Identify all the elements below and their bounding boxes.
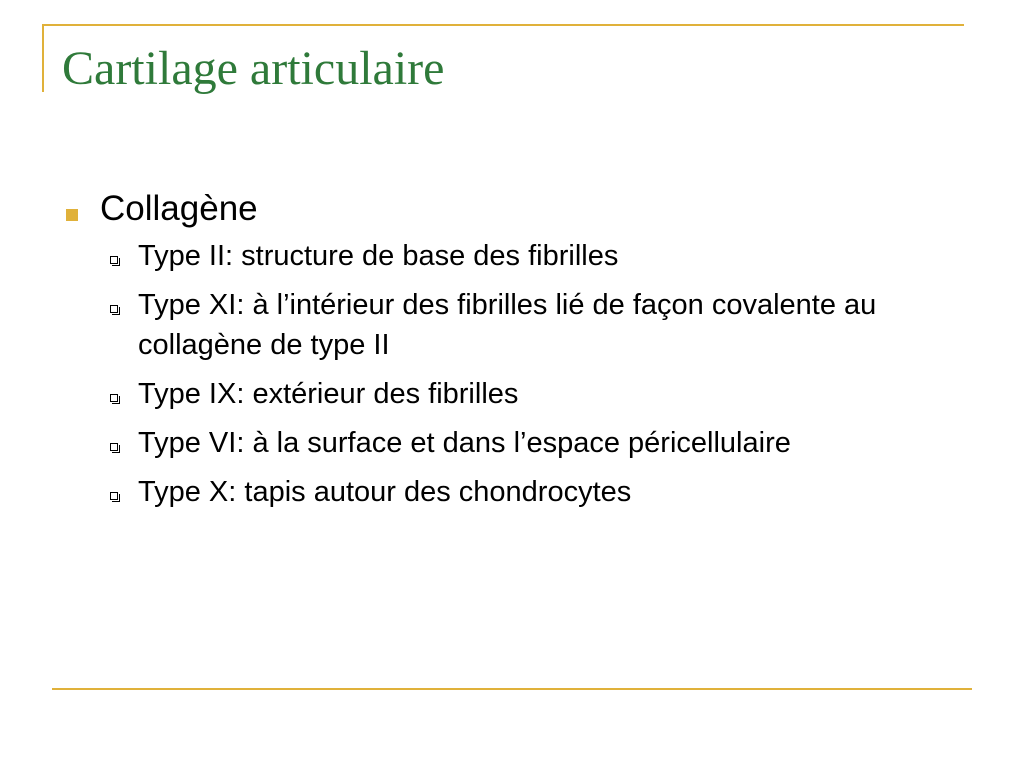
list-item bbox=[64, 472, 924, 512]
list-item-text: Type IX: extérieur des fibrilles bbox=[138, 378, 519, 410]
list-item-text: Type XI: à l’intérieur des fibrilles lié de façon covalente au collagène de type II bbox=[138, 289, 877, 361]
hollow-square-bullet-icon bbox=[110, 443, 118, 451]
bullet-label: Collagène bbox=[100, 189, 258, 228]
list-item bbox=[64, 374, 924, 414]
list-item-text: Type II: structure de base des fibrilles bbox=[138, 240, 619, 272]
top-accent-rule bbox=[42, 24, 964, 26]
list-item bbox=[64, 285, 924, 365]
list-item-text: Type VI: à la surface et dans l’espace péricellulaire bbox=[138, 427, 791, 459]
hollow-square-bullet-icon bbox=[110, 492, 118, 500]
slide-title: Cartilage articulaire bbox=[62, 42, 445, 95]
left-accent-rule bbox=[42, 24, 44, 92]
slide-content bbox=[64, 188, 924, 521]
hollow-square-bullet-icon bbox=[110, 256, 118, 264]
bullet-collagen bbox=[64, 188, 924, 230]
filled-square-bullet-icon bbox=[66, 209, 78, 221]
list-item bbox=[64, 423, 924, 463]
bottom-accent-rule bbox=[52, 688, 972, 690]
list-item bbox=[64, 236, 924, 276]
hollow-square-bullet-icon bbox=[110, 305, 118, 313]
collagen-type-list bbox=[64, 236, 924, 512]
hollow-square-bullet-icon bbox=[110, 394, 118, 402]
list-item-text: Type X: tapis autour des chondrocytes bbox=[138, 476, 632, 508]
